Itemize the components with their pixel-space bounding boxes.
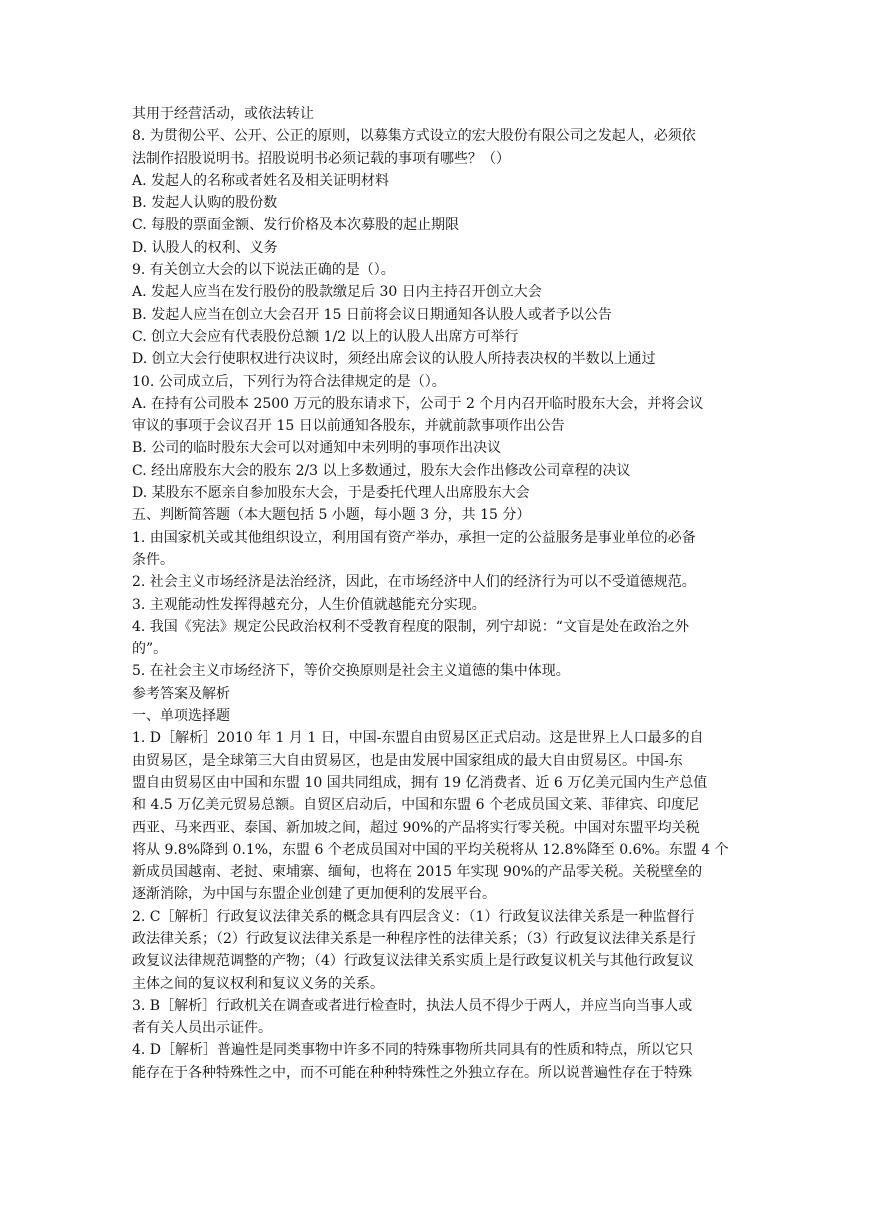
question-10-option-a-line-2: 审议的事项于会议召开 15 日以前通知各股东，并就前款事项作出公告	[132, 418, 565, 435]
answer-1-line-4: 和 4.5 万亿美元贸易总额。自贸区启动后，中国和东盟 6 个老成员国文莱、菲律宾、印度尼	[132, 797, 699, 814]
question-10: 10. 公司成立后，下列行为符合法律规定的是（）。	[132, 373, 446, 390]
question-9-option-d: D. 创立大会行使职权进行决议时，须经出席会议的认股人所持表决权的半数以上通过	[132, 351, 656, 368]
answer-4-line-1: 4. D［解析］普遍性是同类事物中许多不同的特殊事物所共同具有的性质和特点，所以它只	[132, 1042, 694, 1059]
answer-1-line-2: 由贸易区，是全球第三大自由贸易区，也是由发展中国家组成的最大自由贸易区。中国-东	[132, 752, 683, 769]
question-8-option-b: B. 发起人认购的股份数	[132, 195, 278, 212]
judgment-5: 5. 在社会主义市场经济下，等价交换原则是社会主义道德的集中体现。	[132, 663, 570, 680]
question-8-option-a: A. 发起人的名称或者姓名及相关证明材料	[132, 172, 390, 189]
answer-1-line-3: 盟自由贸易区由中国和东盟 10 国共同组成，拥有 19 亿消费者、近 6 万亿美元国内生产总值	[132, 774, 708, 791]
question-8-option-d: D. 认股人的权利、义务	[132, 239, 278, 256]
judgment-1-line-1: 1. 由国家机关或其他组织设立，利用国有资产举办，承担一定的公益服务是事业单位的必备	[132, 529, 696, 546]
answer-1-line-5: 西亚、马来西亚、泰国、新加坡之间，超过 90%的产品将实行零关税。中国对东盟平均关税	[132, 819, 700, 836]
judgment-2: 2. 社会主义市场经济是法治经济，因此，在市场经济中人们的经济行为可以不受道德规范。	[132, 574, 696, 591]
answer-2-line-1: 2. C［解析］行政复议法律关系的概念具有四层含义：（1）行政复议法律关系是一种监督行	[132, 908, 695, 925]
judgment-4-line-1: 4. 我国《宪法》规定公民政治权利不受教育程度的限制，列宁却说：“文盲是处在政治之外	[132, 618, 689, 635]
judgment-4-line-2: 的”。	[132, 641, 168, 658]
answer-2-line-4: 主体之间的复议权利和复议义务的关系。	[132, 975, 384, 992]
question-9-option-b: B. 发起人应当在创立大会召开 15 日前将会议日期通知各认股人或者予以公告	[132, 306, 612, 323]
question-10-option-a-line-1: A. 在持有公司股本 2500 万元的股东请求下，公司于 2 个月内召开临时股东大会，并将会议	[132, 395, 704, 412]
question-8-line-2: 法制作招股说明书。招股说明书必须记载的事项有哪些？（）	[132, 150, 510, 167]
question-8-option-c: C. 每股的票面金额、发行价格及本次募股的起止期限	[132, 217, 460, 234]
answer-1-line-6: 将从 9.8%降到 0.1%，东盟 6 个老成员国对中国的平均关税将从 12.8%降至 0.6%。东盟 4 个	[132, 841, 729, 858]
answer-1-line-8: 逐渐消除，为中国与东盟企业创建了更加便利的发展平台。	[132, 886, 496, 903]
answer-3-line-2: 者有关人员出示证件。	[132, 1020, 272, 1037]
answer-2-line-2: 政法律关系；（2）行政复议法律关系是一种程序性的法律关系；（3）行政复议法律关系是行	[132, 930, 696, 947]
section-heading-single-choice: 一、单项选择题	[132, 708, 230, 725]
question-10-option-d: D. 某股东不愿亲自参加股东大会，于是委托代理人出席股东大会	[132, 485, 530, 502]
answer-1-line-7: 新成员国越南、老挝、柬埔寨、缅甸，也将在 2015 年实现 90%的产品零关税。关税壁垒的	[132, 864, 703, 881]
answer-1-line-1: 1. D［解析］2010 年 1 月 1 日，中国-东盟自由贸易区正式启动。这是世界上人口最多的自	[132, 730, 704, 747]
answers-heading: 参考答案及解析	[132, 685, 230, 702]
text-line: 其用于经营活动，或依法转让	[132, 106, 314, 122]
answer-3-line-1: 3. B［解析］行政机关在调查或者进行检查时，执法人员不得少于两人，并应当向当事人或	[132, 997, 693, 1014]
document-page	[132, 103, 740, 1084]
question-9: 9. 有关创立大会的以下说法正确的是（）。	[132, 262, 395, 279]
judgment-1-line-2: 条件。	[132, 551, 174, 568]
section-heading-judgment: 五、判断简答题（本大题包括 5 小题，每小题 3 分，共 15 分）	[132, 507, 531, 524]
question-10-option-b: B. 公司的临时股东大会可以对通知中未列明的事项作出决议	[132, 440, 502, 457]
question-9-option-c: C. 创立大会应有代表股份总额 1/2 以上的认股人出席方可举行	[132, 328, 519, 345]
question-9-option-a: A. 发起人应当在发行股份的股款缴足后 30 日内主持召开创立大会	[132, 284, 542, 301]
answer-2-line-3: 政复议法律规范调整的产物；（4）行政复议法律关系实质上是行政复议机关与其他行政复议	[132, 953, 694, 970]
question-10-option-c: C. 经出席股东大会的股东 2/3 以上多数通过，股东大会作出修改公司章程的决议	[132, 462, 631, 479]
answer-4-line-2: 能存在于各种特殊性之中，而不可能在种种特殊性之外独立存在。所以说普遍性存在于特殊	[132, 1064, 692, 1081]
question-8-line-1: 8. 为贯彻公平、公开、公正的原则，以募集方式设立的宏大股份有限公司之发起人，必须依	[132, 128, 696, 145]
judgment-3: 3. 主观能动性发挥得越充分，人生价值就越能充分实现。	[132, 596, 486, 613]
